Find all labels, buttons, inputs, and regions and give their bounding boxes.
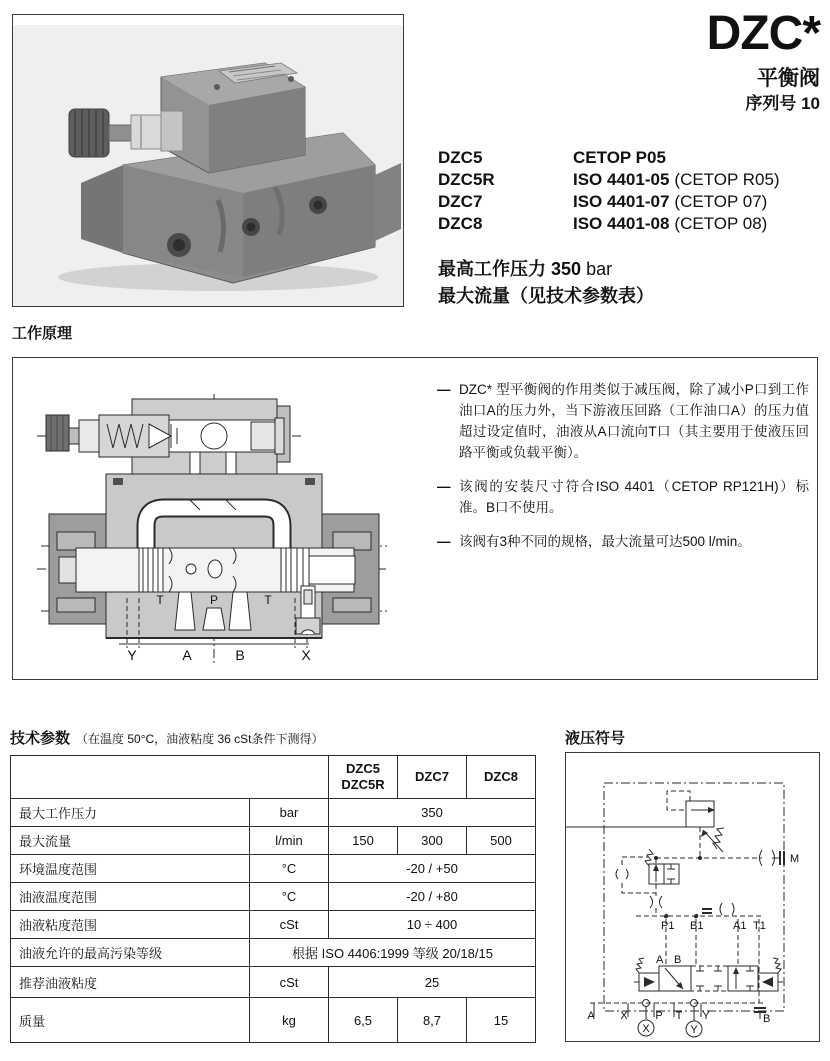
- model-cetop: (CETOP 07): [674, 192, 768, 211]
- working-principle-text: [437, 380, 809, 565]
- port-p1-label: P1: [661, 920, 675, 932]
- working-principle-panel: [12, 357, 818, 680]
- model-standard: ISO 4401-07: [573, 192, 670, 211]
- bullet-item: [437, 477, 809, 519]
- table-row: 油液粘度范围 cSt 10 ÷ 400: [11, 911, 536, 939]
- header-empty-cell: [11, 756, 329, 799]
- hydraulic-symbol-panel: [565, 752, 820, 1042]
- model-code: DZC8: [438, 214, 483, 233]
- page-title: DZC*: [706, 7, 820, 60]
- series-number: 序列号 10: [745, 94, 820, 113]
- port-b-blocked-label: B: [763, 1013, 771, 1025]
- max-flow-note: 最大流量（见技术参数表）: [438, 286, 654, 306]
- bullet-marker: —: [437, 478, 451, 494]
- bullet-text: DZC* 型平衡阀的作用类似于减压阀，除了减小P口到工作油口A的压力外，当下游液压回路（工作油口A）的压力值超过设定值时，油液从A口流向T口（其主要用于使液压回路平衡或负载平衡）。: [459, 382, 809, 460]
- spool-port-p: P: [209, 593, 219, 607]
- bottom-port-a-label: A: [587, 1010, 595, 1022]
- tech-params-heading: [10, 727, 324, 748]
- product-photo-frame: [12, 14, 404, 307]
- table-row: 油液温度范围 °C -20 / +80: [11, 883, 536, 911]
- port-m-label: M: [790, 853, 800, 865]
- bullet-marker: —: [437, 533, 451, 549]
- max-pressure-label: 最高工作压力: [438, 259, 552, 279]
- model-code: DZC5R: [438, 170, 495, 189]
- model-cetop: (CETOP 08): [674, 214, 768, 233]
- port-a1-label: A1: [733, 920, 747, 932]
- valve-a-label: A: [656, 954, 664, 966]
- model-code: DZC5: [438, 148, 483, 167]
- bullet-text: 该阀的安装尺寸符合ISO 4401（CETOP RP121H)）标准。B口不使用。: [459, 478, 809, 515]
- table-header-row: [11, 756, 536, 799]
- tech-params-title: 技术参数: [10, 730, 71, 747]
- bottom-port-y-label: Y: [702, 1010, 710, 1022]
- bottom-port-p-label: P: [655, 1010, 663, 1022]
- model-row: [438, 147, 820, 169]
- model-code: DZC7: [438, 192, 483, 211]
- x-pilot-circle: X: [642, 1023, 650, 1035]
- bullet-text: 该阀有3种不同的规格，最大流量可达500 l/min。: [459, 533, 751, 549]
- col-dzc5: DZC5 DZC5R: [329, 756, 398, 799]
- port-t1-label: T1: [753, 920, 766, 932]
- model-row: [438, 169, 820, 191]
- model-standard: CETOP P05: [573, 148, 666, 167]
- bottom-port-b: B: [235, 647, 245, 663]
- bottom-port-y: Y: [127, 647, 137, 663]
- model-standard: ISO 4401-05: [573, 170, 670, 189]
- model-row: [438, 213, 820, 235]
- valve-b-label: B: [674, 954, 682, 966]
- bullet-item: [437, 380, 809, 464]
- spool-port-t-left: T: [156, 593, 164, 607]
- col-dzc7: DZC7: [398, 756, 467, 799]
- hydraulic-symbol-heading: 液压符号: [565, 730, 626, 747]
- bullet-item: [437, 532, 809, 553]
- model-row: [438, 191, 820, 213]
- y-pilot-circle: Y: [690, 1024, 698, 1036]
- table-row: 质量 kg 6,5 8,7 15: [11, 998, 536, 1043]
- model-cetop: (CETOP R05): [674, 170, 780, 189]
- max-pressure-line: [438, 255, 820, 281]
- product-photo: [13, 15, 403, 306]
- table-row: 最大工作压力 bar 350: [11, 799, 536, 827]
- bottom-port-x: X: [301, 647, 311, 663]
- max-pressure-value: 350: [551, 259, 582, 279]
- valve-cross-section-diagram: [19, 360, 419, 676]
- working-principle-heading: 工作原理: [12, 325, 73, 342]
- model-standard: ISO 4401-08: [573, 214, 670, 233]
- hydraulic-symbol-diagram: [566, 753, 819, 1041]
- table-row: 环境温度范围 °C -20 / +50: [11, 855, 536, 883]
- spool-port-t-right: T: [264, 593, 272, 607]
- tech-params-note: （在温度 50°C，油液粘度 36 cSt条件下测得）: [76, 732, 324, 746]
- bottom-port-t-label: T: [675, 1010, 683, 1022]
- model-list: [438, 147, 820, 235]
- table-row: 油液允许的最高污染等级 根据 ISO 4406:1999 等级 20/18/15: [11, 939, 536, 967]
- page-subtitle: 平衡阀: [757, 67, 820, 90]
- bottom-port-x-label: X: [620, 1010, 628, 1022]
- table-row: 推荐油液粘度 cSt 25: [11, 967, 536, 998]
- port-b1-label: B1: [690, 920, 704, 932]
- bottom-port-a: A: [182, 647, 192, 663]
- max-pressure-unit: bar: [581, 259, 613, 279]
- table-row: 最大流量 l/min 150 300 500: [11, 827, 536, 855]
- col-dzc8: DZC8: [467, 756, 536, 799]
- bullet-marker: —: [437, 382, 451, 397]
- tech-params-table: [10, 755, 536, 1043]
